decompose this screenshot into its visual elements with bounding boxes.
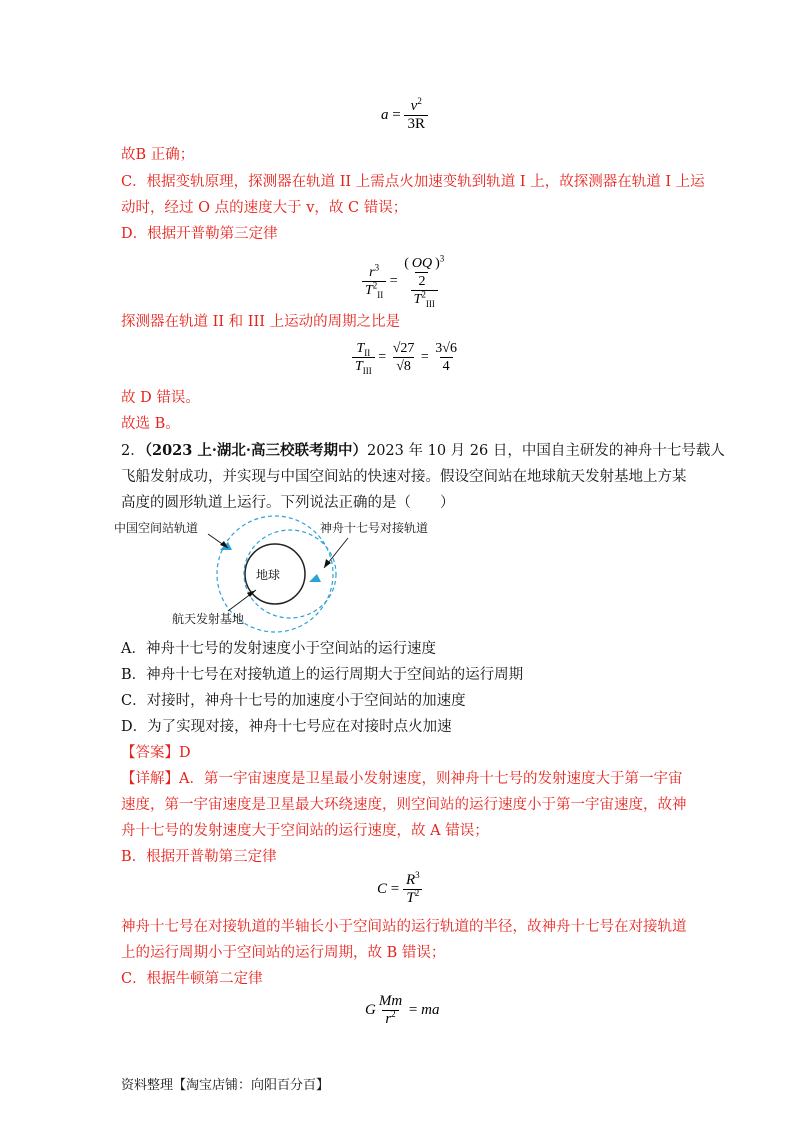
formula-kepler-constant: C = $\frac{R^3}{T^2}$ (377, 872, 423, 907)
question-text: 2023 年 10 月 26 日，中国自主研发的神舟十七号载人 (366, 443, 725, 459)
question-2-line3: 高度的圆形轨道上运行。下列说法正确的是（ ） (121, 495, 455, 511)
question-source: （2023 上·湖北·高三校联考期中） (144, 442, 367, 459)
text-d-wrong: 故 D 错误。 (121, 390, 200, 406)
orbit-arrow-right (309, 574, 321, 582)
orbit-diagram (110, 512, 450, 637)
text-d-line: D．根据开普勒第三定律 (121, 226, 278, 242)
option-d: D．为了实现对接，神舟十七号应在对接时点火加速 (121, 719, 452, 735)
text-c-line1: C．根据变轨原理，探测器在轨道 II 上需点火加速变轨到轨道 I 上，故探测器在轨道 I 上运 (121, 174, 705, 190)
label-station-orbit: 中国空间站轨道 (114, 521, 199, 535)
question-number: 2． (121, 443, 145, 459)
explanation-line2: 速度，第一宇宙速度是卫星最大环绕速度，则空间站的运行速度小于第一宇宙速度，故神 (121, 797, 687, 813)
label-launch-base: 航天发射基地 (172, 612, 245, 626)
text-period-ratio: 探测器在轨道 II 和 III 上运动的周期之比是 (121, 314, 401, 330)
explanation-line3: 舟十七号的发射速度大于空间站的运行速度，故 A 错误； (121, 823, 489, 839)
answer-label: 【答案】D (121, 745, 191, 761)
footer-source: 资料整理【淘宝店铺：向阳百分百】 (121, 1078, 330, 1093)
label-docking-orbit: 神舟十七号对接轨道 (320, 521, 429, 535)
formula-kepler: $\frac{r^3}{T^2_{II}}$ = ( $\frac{OQ}{2}$ )$^3$ $T^2_{III}$ (362, 255, 447, 308)
text-choose-b: 故选 B。 (121, 416, 180, 432)
explanation-b-line2: 上的运行周期小于空间站的运行周期，故 B 错误； (121, 945, 446, 961)
question-2-line2: 飞船发射成功，并实现与中国空间站的快速对接。假设空间站在地球航天发射基地上方某 (121, 469, 687, 485)
option-c: C．对接时，神舟十七号的加速度小于空间站的加速度 (121, 693, 466, 709)
formula-newton: G $\frac{Mm}{r^2}$ = ma (365, 993, 440, 1027)
explanation-c: C．根据牛顿第二定律 (121, 971, 263, 987)
explanation-b: B．根据开普勒第三定律 (121, 849, 277, 865)
formula-period-ratio: $\frac{T_{II}}{T_{III}}$ = $\frac{√27}{√8}$ = $\frac{3√6}{4}$ (352, 340, 460, 375)
question-2-line1 (121, 441, 725, 461)
label-earth: 地球 (256, 568, 281, 582)
option-b: B．神舟十七号在对接轨道上的运行周期大于空间站的运行周期 (121, 667, 524, 683)
formula-acceleration: a = $\frac{v^2}{3R}$ (381, 98, 428, 133)
option-a: A．神舟十七号的发射速度小于空间站的运行速度 (121, 641, 436, 657)
text-b-correct: 故B 正确； (121, 147, 195, 163)
explanation-line1: 【详解】A．第一宇宙速度是卫星最小发射速度，则神舟十七号的发射速度大于第一宇宙 (121, 771, 683, 787)
text-c-line2: 动时，经过 O 点的速度大于 v，故 C 错误； (121, 200, 408, 216)
explanation-b-line1: 神舟十七号在对接轨道的半轴长小于空间站的运行轨道的半径，故神舟十七号在对接轨道 (121, 919, 687, 935)
